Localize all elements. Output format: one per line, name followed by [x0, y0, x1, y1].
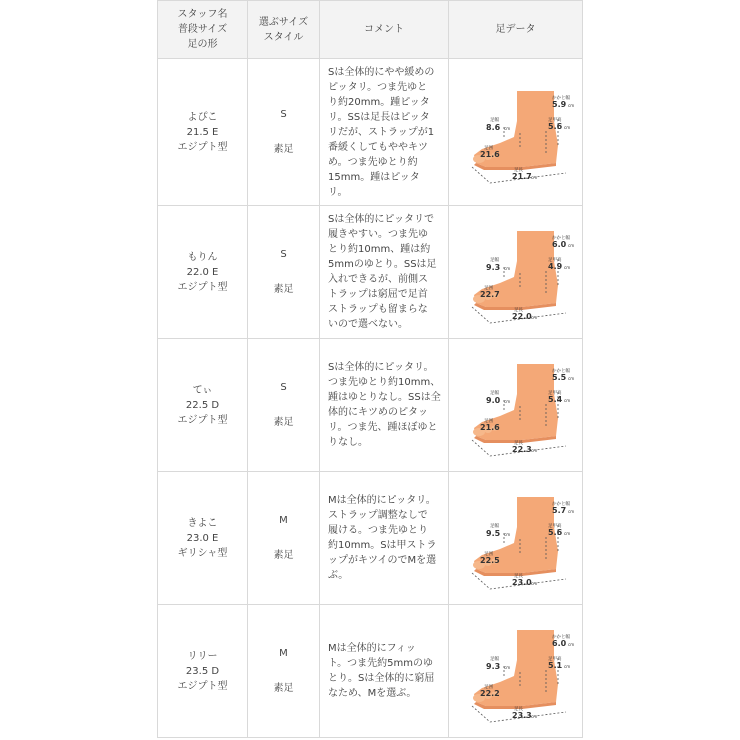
comment-cell — [320, 206, 449, 339]
spacer — [248, 661, 319, 681]
foot-girth-label: 足囲 — [483, 552, 493, 557]
spacer — [248, 395, 319, 415]
comment-line: とり約10mm、踵は約 — [328, 244, 431, 255]
staff-line: エジプト型 — [177, 680, 228, 692]
comment-line: ストラップも留まらな — [328, 304, 428, 315]
comment-line: ぶ。 — [328, 570, 349, 581]
staff-line: 22.0 E — [186, 266, 219, 278]
table-row — [158, 206, 583, 339]
foot-length-value: 22.3 — [511, 445, 532, 454]
foot-length-label: 足長 — [513, 707, 523, 712]
staff-line: もりん — [187, 251, 218, 263]
table-row — [158, 605, 583, 738]
unit-label: cm — [530, 448, 537, 453]
style-value: 素足 — [273, 550, 294, 561]
foot-diagram — [456, 483, 576, 593]
staff-cell — [158, 206, 248, 339]
size-style-cell — [248, 206, 320, 339]
unit-label: cm — [503, 399, 510, 404]
size-value: S — [280, 249, 287, 260]
unit-label: cm — [503, 266, 510, 271]
comment-line: 5mmのゆとり。SSは足 — [328, 259, 437, 270]
comment-cell — [320, 59, 449, 206]
unit-label: cm — [563, 531, 570, 536]
comment-line: 履ける。つま先ゆとり — [328, 525, 428, 536]
foot-instep-label: 足甲高 — [547, 118, 561, 123]
comment-line: Sは全体的にピッタリ。 — [328, 362, 434, 373]
foot-instep-value: 5.6 — [547, 122, 562, 131]
unit-label: cm — [563, 265, 570, 270]
table-header — [158, 1, 583, 59]
comment-cell — [320, 605, 449, 738]
foot-length-value: 21.7 — [511, 172, 532, 181]
foot-width-label: 足幅 — [489, 524, 499, 529]
header-foot-data: 足データ — [449, 1, 583, 59]
foot-girth-label: 足囲 — [483, 286, 493, 291]
foot-girth-value: 21.6 — [479, 150, 500, 159]
foot-heel-value: 5.7 — [551, 506, 566, 515]
comment-line: リ。つま先、踵ほぼゆと — [328, 422, 438, 433]
foot-girth-label: 足囲 — [483, 685, 493, 690]
foot-length-value: 23.0 — [511, 578, 532, 587]
unit-label: cm — [567, 642, 574, 647]
foot-heel-label: かかと幅 — [551, 236, 570, 241]
size-value: M — [279, 648, 288, 659]
comment-line: Sは全体的にやや緩めの — [328, 66, 435, 78]
foot-instep-label: 足甲高 — [547, 657, 561, 662]
staff-line: ギリシャ型 — [177, 547, 228, 559]
header-size-style — [248, 1, 320, 59]
unit-label: cm — [567, 509, 574, 514]
comment-line: りなし。 — [328, 437, 368, 448]
foot-girth-value: 22.2 — [479, 689, 500, 698]
foot-heel-value: 5.5 — [551, 373, 566, 382]
foot-data-cell — [449, 59, 583, 206]
spacer — [248, 122, 319, 142]
staff-line: エジプト型 — [177, 281, 228, 293]
foot-length-value: 22.0 — [511, 312, 532, 321]
foot-girth-value: 22.5 — [479, 556, 500, 565]
foot-instep-label: 足甲高 — [547, 391, 561, 396]
unit-label: cm — [567, 376, 574, 381]
comment-cell — [320, 472, 449, 605]
header-staff-line: 普段サイズ — [177, 24, 228, 35]
staff-cell — [158, 472, 248, 605]
foot-girth-value: 21.6 — [479, 423, 500, 432]
header-comment: コメント — [320, 1, 449, 59]
foot-width-label: 足幅 — [489, 118, 499, 123]
staff-line: 21.5 E — [186, 126, 219, 138]
foot-girth-value: 22.7 — [479, 290, 500, 299]
foot-instep-label: 足甲高 — [547, 258, 561, 263]
staff-line: きよこ — [187, 517, 218, 529]
comment-line: 約10mm。Sは甲ストラ — [328, 540, 437, 551]
unit-label: cm — [563, 664, 570, 669]
staff-cell — [158, 59, 248, 206]
comment-line: いので選べない。 — [328, 319, 408, 330]
size-style-cell — [248, 605, 320, 738]
comment-line: Mは全体的にピッタリ。 — [328, 495, 436, 506]
header-staff-line: 足の形 — [187, 39, 218, 50]
comment-line: リ。 — [328, 186, 348, 198]
header-size-line: 選ぶサイズ — [258, 16, 309, 28]
unit-label: cm — [530, 581, 537, 586]
comment-line: とり。Sは全体的に窮屈 — [328, 673, 435, 684]
header-style-line: スタイル — [263, 31, 304, 43]
staff-line: よぴこ — [187, 111, 218, 123]
foot-girth-label: 足囲 — [483, 146, 493, 151]
foot-heel-label: かかと幅 — [551, 96, 570, 101]
foot-width-value: 9.5 — [485, 529, 500, 538]
foot-width-label: 足幅 — [489, 391, 499, 396]
table-row — [158, 339, 583, 472]
comment-line: め。つま先ゆとり約 — [328, 156, 418, 168]
unit-label: cm — [563, 398, 570, 403]
comment-line: 踵はゆとりなし。SSは全 — [328, 392, 441, 403]
size-style-cell — [248, 339, 320, 472]
foot-heel-label: かかと幅 — [551, 635, 570, 640]
unit-label: cm — [563, 125, 570, 130]
foot-width-value: 9.0 — [485, 396, 500, 405]
foot-width-value: 8.6 — [485, 123, 500, 132]
foot-width-label: 足幅 — [489, 258, 499, 263]
foot-instep-value: 4.9 — [547, 262, 562, 271]
staff-line: リリー — [187, 650, 218, 662]
comment-cell — [320, 339, 449, 472]
spacer — [248, 528, 319, 548]
foot-data-cell — [449, 472, 583, 605]
foot-width-value: 9.3 — [485, 662, 500, 671]
foot-girth-label: 足囲 — [483, 419, 493, 424]
table-row — [158, 472, 583, 605]
foot-instep-value: 5.6 — [547, 528, 562, 537]
foot-diagram — [456, 77, 576, 187]
comment-line: 番緩くしてもややキツ — [328, 141, 428, 153]
comment-line: ップがキツイのでMを選 — [328, 555, 437, 566]
foot-heel-label: かかと幅 — [551, 369, 570, 374]
staff-line: 23.0 E — [186, 532, 219, 544]
unit-label: cm — [503, 532, 510, 537]
style-value: 素足 — [273, 144, 294, 155]
comment-line: 体的にキツめのピタッ — [328, 407, 428, 418]
comment-line: リだが、ストラップが1 — [328, 126, 435, 138]
foot-length-label: 足長 — [513, 308, 523, 313]
comment-line: ストラップ調整なしで — [328, 510, 428, 521]
foot-data-cell — [449, 605, 583, 738]
spacer — [248, 262, 319, 282]
foot-length-label: 足長 — [513, 168, 523, 173]
comment-line: Mは全体的にフィッ — [328, 643, 416, 654]
foot-instep-label: 足甲高 — [547, 524, 561, 529]
unit-label: cm — [567, 243, 574, 248]
foot-diagram — [456, 616, 576, 726]
foot-heel-value: 6.0 — [551, 240, 566, 249]
foot-data-cell — [449, 206, 583, 339]
comment-line: 履きやすい。つま先ゆ — [328, 229, 428, 240]
comment-line: 入れできるが、前側ス — [328, 274, 428, 285]
size-style-cell — [248, 472, 320, 605]
foot-heel-label: かかと幅 — [551, 502, 570, 507]
staff-line: エジプト型 — [177, 414, 228, 426]
comment-line: ピッタリ。つま先ゆと — [328, 81, 428, 93]
size-value: S — [280, 382, 287, 393]
unit-label: cm — [530, 175, 537, 180]
staff-line: てぃ — [192, 384, 213, 396]
comment-line: つま先ゆとり約10mm、 — [328, 377, 441, 388]
comment-line: リ。SSは足長はピッタ — [328, 111, 430, 123]
foot-length-label: 足長 — [513, 574, 523, 579]
foot-diagram — [456, 350, 576, 460]
staff-line: 22.5 D — [185, 399, 220, 411]
comment-line: なため、Mを選ぶ。 — [328, 688, 417, 699]
comment-line: 15mm。踵はピッタ — [328, 171, 420, 183]
staff-cell — [158, 605, 248, 738]
style-value: 素足 — [273, 417, 294, 428]
foot-length-value: 23.3 — [511, 711, 532, 720]
foot-heel-value: 6.0 — [551, 639, 566, 648]
unit-label: cm — [503, 665, 510, 670]
unit-label: cm — [530, 315, 537, 320]
comment-line: Sは全体的にピッタリで — [328, 214, 434, 225]
size-value: S — [280, 109, 287, 120]
header-staff — [158, 1, 248, 59]
comment-line: ト。つま先約5mmのゆ — [328, 658, 433, 669]
staff-line: エジプト型 — [177, 141, 228, 153]
style-value: 素足 — [273, 683, 294, 694]
unit-label: cm — [530, 714, 537, 719]
header-staff-line: スタッフ名 — [177, 9, 228, 20]
foot-width-label: 足幅 — [489, 657, 499, 662]
foot-heel-value: 5.9 — [551, 100, 566, 109]
unit-label: cm — [503, 126, 510, 131]
foot-instep-value: 5.4 — [547, 395, 562, 404]
foot-instep-value: 5.1 — [547, 661, 562, 670]
foot-width-value: 9.3 — [485, 263, 500, 272]
comment-line: り約20mm。踵ピッタ — [328, 96, 430, 108]
foot-length-label: 足長 — [513, 441, 523, 446]
staff-line: 23.5 D — [185, 665, 220, 677]
staff-cell — [158, 339, 248, 472]
foot-data-cell — [449, 339, 583, 472]
fitting-table — [157, 0, 583, 738]
unit-label: cm — [567, 103, 574, 108]
size-value: M — [279, 515, 288, 526]
foot-diagram — [456, 217, 576, 327]
style-value: 素足 — [273, 284, 294, 295]
table-row — [158, 59, 583, 206]
comment-line: トラップは窮屈で足首 — [328, 289, 428, 300]
size-style-cell — [248, 59, 320, 206]
